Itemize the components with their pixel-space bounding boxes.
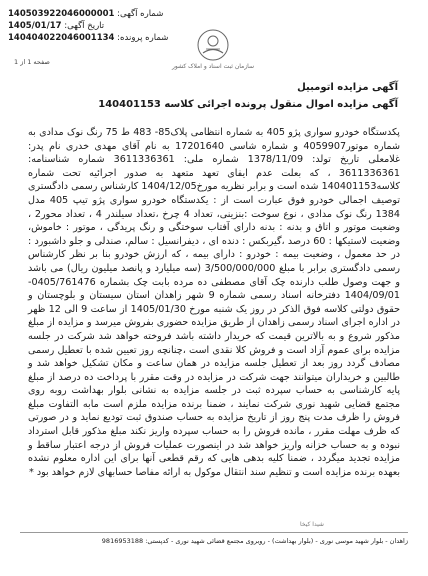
ad-number-value: 140503922046000001 bbox=[8, 9, 115, 19]
page-number: صفحه 1 از 1 bbox=[14, 58, 50, 66]
ad-number-label: شماره آگهی: bbox=[117, 9, 164, 19]
ad-number-row bbox=[8, 8, 208, 20]
ad-date-label: تاریخ آگهی: bbox=[64, 21, 105, 31]
organization-name: سازمان ثبت اسناد و املاک کشور bbox=[171, 63, 255, 70]
footer-address: زاهدان - بلوار شهید موسی نوری - (بلوار بهداشت) - روبروی مجتمع قضائی شهید نوری - کدپستی: 9816953188 bbox=[101, 537, 408, 545]
lion-and-sun-emblem-icon bbox=[196, 28, 230, 62]
signature-stamp: شیدا کیخا bbox=[300, 521, 324, 528]
organization-emblem bbox=[168, 28, 258, 88]
file-number-value: 140404022046001134 bbox=[8, 33, 115, 43]
notice-subtitle: آگهی مزایده اموال منقول پرونده اجرائی کلاسه 140401153 bbox=[98, 99, 398, 110]
notice-title: آگهی مزایده اتومبیل bbox=[297, 82, 398, 93]
file-number-label: شماره پرونده: bbox=[117, 33, 169, 43]
notice-body: پکدستگاه خودرو سواری پژو 405 به شماره انتظامی پلاک85- 483 ط 75 رنگ نوک مدادی به شماره موتور4059907 و شماره شاسی 17201640 به نام آقای مهدی خدری نام پدر: غلامعلی تاریخ تولد: 1378/11/09 شماره ملی: 3611336361 شماره شناسنامه: 3611336361 ، که بعلت عدم ایفای تعهد متعهد به صدور اجرائیه تحت شماره کلاسه140401153 شده است و برابر نظریه مورخ1404/12/05 کارشناس رسمی دادگستری توصیف اجمالی خودرو فوق عبارت است از : یکدستگاه خودرو سواری پژو تیپ 405 مدل 1384 رنگ نوک مدادی ، نوع سوخت :بنزینی، تعداد 4 چرخ ،تعداد سیلندر 4 ، تعداد محور2 ، وضعیت موتور و اتاق و بدنه : بدنه دارای آفتاب سوختگی و رنگ پریدگی ، موتور : خاموش، وضعیت لاستیکها : 60 درصد ،گیربکس : دنده ای ، دیفرانسیل : سالم، صندلی و جلو داشبورد : در حد معمول ، وضعیت بیمه : خودرو : دارای بیمه ، که ارزش خودرو بنا بر نظر کارشناس رسمی دادگستری برابر با مبلغ 3/500/000/000 (سه میلیارد و پانصد میلیون ریال) می باشد و جهت وصول طلب دارنده چک آقای مصطفی ده مرده بابت چک بشماره 0405/761476- 1404/09/01 دفترخانه اسناد رسمی شماره 9 شهر زاهدان استان سیستان و بلوچستان و حقوق دولتی کلاسه فوق الذکر در روز یک شنبه مورخ 1405/01/30 از ساعت 9 الی 12 ظهر در اداره اجرای اسناد رسمی زاهدان از طریق مزایده حضوری بفروش میرسد و مزایده از مبلغ مذکور شروع و به بالاترین قیمت که خریدار داشته باشد فروخته خواهد شد شرکت در جلسه مزایده برای عموم آزاد است و فروش کلا نقدی است ،چنانچه روز تعیین شده با تعطیل رسمی مصادف گردد روز بعد از تعطیل جلسه مزایده در همان ساعت و مکان تشکیل خواهد شد و طالبین و خریداران میتوانند جهت شرکت در مزایده در وقت مقرر با پرداخت ده درصد از مبلغ پایه کارشناسی به حساب سپرده ثبت در جلسه مزایده به نشانی بلوار بهداشت روبه روی مجتمع قضایی شهید نوری شرکت نمایند ، ضمنا برنده مزایده ملزم است مابه التفاوت مبلغ فروش را ظرف مدت پنج روز از تاریخ مزایده به حساب صندوق ثبت تودیع نماید و در صورتی که ظرف مهلت مقرر ، مانده فروش را به حساب سپرده واریز نکند مبلغ مذکور قابل استرداد نبوده و به حساب خزانه واریز خواهد شد در اینصورت عملیات فروش از درجه اعتبار ساقط و مزایده تجدید میگردد ، ضمنا کلیه بدهی هایی که رقم قطعی آنها برای این اداره معلوم نشده بعهده برنده مزایده است و تنظیم سند انتقال موکول به ارائه مفاصا حسابهای لازم خواهد بود * bbox=[28, 127, 401, 478]
footer-divider bbox=[20, 532, 408, 533]
ad-date-value: 1405/01/17 bbox=[8, 21, 62, 31]
